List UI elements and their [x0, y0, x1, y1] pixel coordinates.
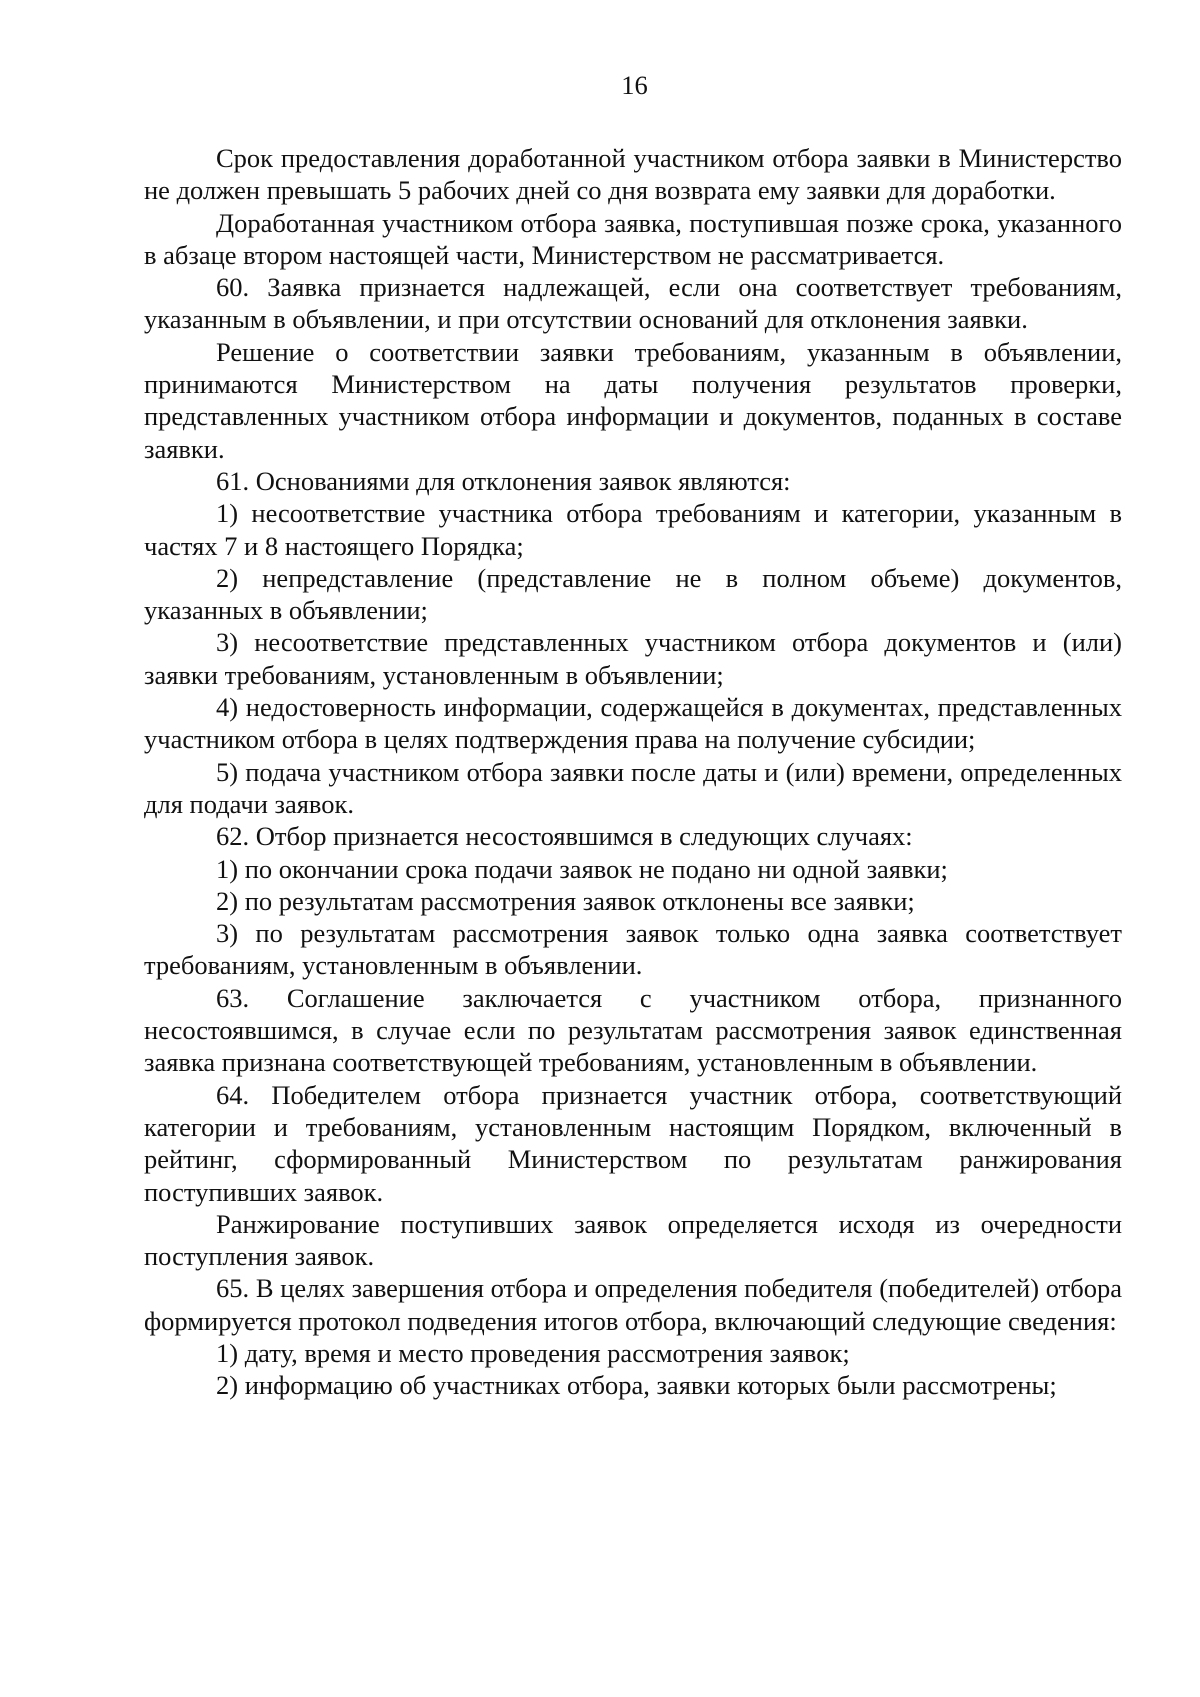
document-body [144, 142, 1122, 1402]
page-number: 16 [621, 70, 648, 100]
list-item: 2) непредставление (представление не в полном объеме) документов, указанных в объявлении; [144, 562, 1122, 626]
paragraph: Срок предоставления доработанной участником отбора заявки в Министерство не должен превышать 5 рабочих дней со дня возврата ему заявки для доработки. [144, 143, 1122, 206]
list-item: 2) информацию об участниках отбора, заявки которых были рассмотрены; [216, 1370, 1057, 1401]
paragraph-item-64: 64. Победителем отбора признается участник отбора, соответствующий категории и требованиям, установленным настоящим Порядком, включенный в рейтинг, сформированный Министерством по результатам ранжирования поступивших заявок. [144, 1079, 1122, 1207]
list-item: 4) недостоверность информации, содержащейся в документах, представленных участником отбора в целях подтверждения права на получение субсидии; [144, 692, 1122, 755]
paragraph-item-60: 60. Заявка признается надлежащей, если она соответствует требованиям, указанным в объявлении, и при отсутствии оснований для отклонения заявки. [144, 272, 1122, 335]
paragraph: Доработанная участником отбора заявка, поступившая позже срока, указанного в абзаце втором настоящей части, Министерством не рассматривается. [144, 207, 1122, 270]
paragraph-item-61: 61. Основаниями для отклонения заявок являются: [216, 465, 791, 496]
list-item: 2) по результатам рассмотрения заявок отклонены все заявки; [216, 885, 915, 916]
list-item: 1) по окончании срока подачи заявок не подано ни одной заявки; [216, 853, 948, 884]
paragraph-item-63: 63. Соглашение заключается с участником отбора, признанного несостоявшимся, в случае если по результатам рассмотрения заявок единственная заявка признана соответствующей требованиям, установленным в объявлении. [144, 982, 1122, 1078]
list-item: 3) по результатам рассмотрения заявок только одна заявка соответствует требованиям, установленным в объявлении. [144, 918, 1122, 981]
list-item: 1) дату, время и место проведения рассмотрения заявок; [216, 1337, 850, 1368]
paragraph-item-62: 62. Отбор признается несостоявшимся в следующих случаях: [216, 821, 913, 852]
paragraph: Решение о соответствии заявки требованиям, указанным в объявлении, принимаются Министерством на даты получения результатов проверки, представленных участником отбора информации и документов, поданных в составе заявки. [144, 336, 1122, 464]
paragraph: Ранжирование поступивших заявок определяется исходя из очередности поступления заявок. [144, 1208, 1122, 1272]
list-item: 3) несоответствие представленных участником отбора документов и (или) заявки требованиям, установленным в объявлении; [144, 627, 1122, 690]
paragraph-item-65: 65. В целях завершения отбора и определения победителя (победителей) отбора формируется протокол подведения итогов отбора, включающий следующие сведения: [144, 1273, 1122, 1336]
list-item: 1) несоответствие участника отбора требованиям и категории, указанным в частях 7 и 8 настоящего Порядка; [144, 498, 1122, 561]
list-item: 5) подача участником отбора заявки после даты и (или) времени, определенных для подачи заявок. [144, 756, 1122, 819]
